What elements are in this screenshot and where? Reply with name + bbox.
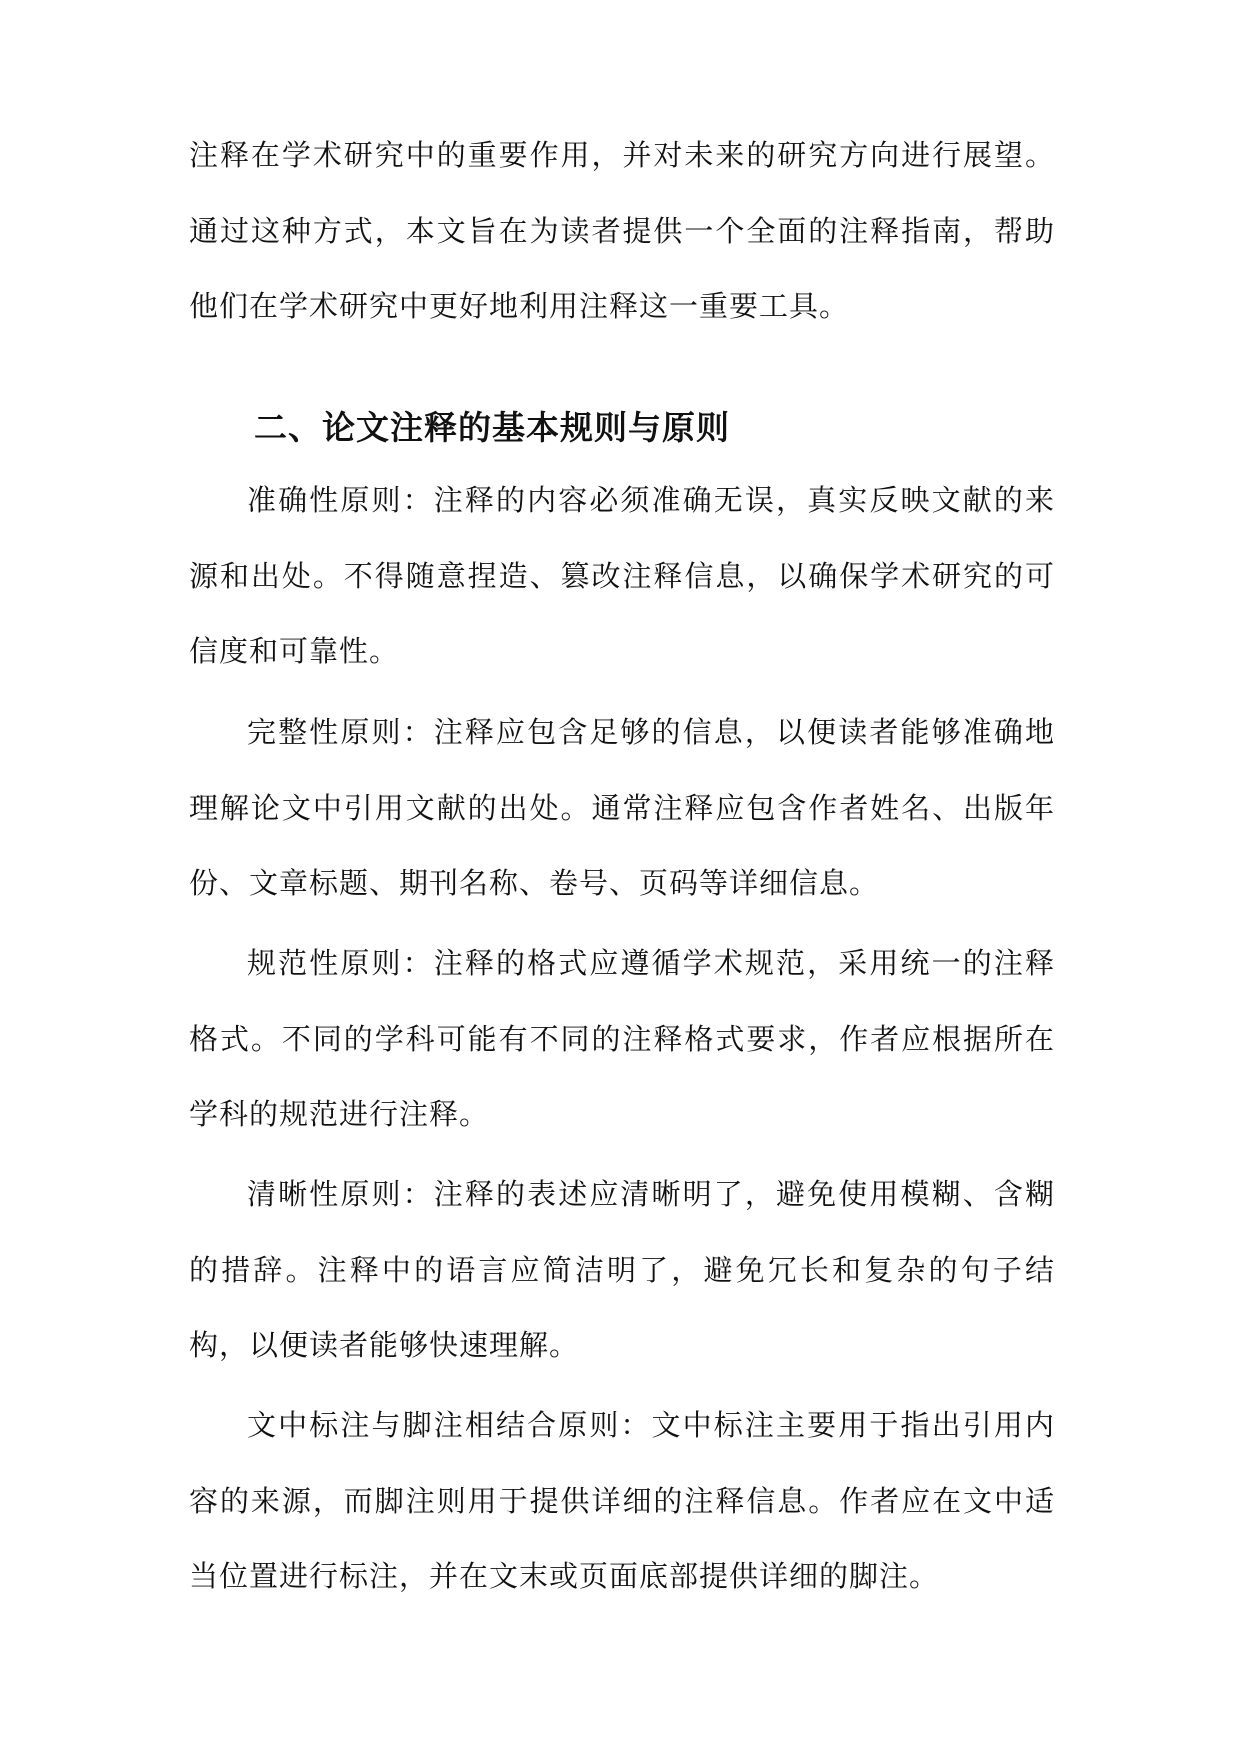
principle-clarity-paragraph: 清晰性原则：注释的表述应清晰明了，避免使用模糊、含糊的措辞。注释中的语言应简洁明了，避免冗长和复杂的句子结构，以便读者能够快速理解。: [189, 1177, 1055, 1362]
principle-accuracy-paragraph: 准确性原则：注释的内容必须准确无误，真实反映文献的来源和出处。不得随意捏造、篡改注释信息，以确保学术研究的可信度和可靠性。: [189, 483, 1055, 668]
intro-paragraph: 注释在学术研究中的重要作用，并对未来的研究方向进行展望。通过这种方式，本文旨在为读者提供一个全面的注释指南，帮助他们在学术研究中更好地利用注释这一重要工具。: [189, 138, 1055, 323]
section-heading: 二、论文注释的基本规则与原则: [254, 408, 730, 447]
principle-standard-paragraph: 规范性原则：注释的格式应遵循学术规范，采用统一的注释格式。不同的学科可能有不同的注释格式要求，作者应根据所在学科的规范进行注释。: [189, 946, 1055, 1131]
principle-completeness-paragraph: 完整性原则：注释应包含足够的信息，以便读者能够准确地理解论文中引用文献的出处。通常注释应包含作者姓名、出版年份、文章标题、期刊名称、卷号、页码等详细信息。: [189, 715, 1055, 900]
principle-annotation-footnote-paragraph: 文中标注与脚注相结合原则：文中标注主要用于指出引用内容的来源，而脚注则用于提供详细的注释信息。作者应在文中适当位置进行标注，并在文末或页面底部提供详细的脚注。: [189, 1408, 1055, 1593]
